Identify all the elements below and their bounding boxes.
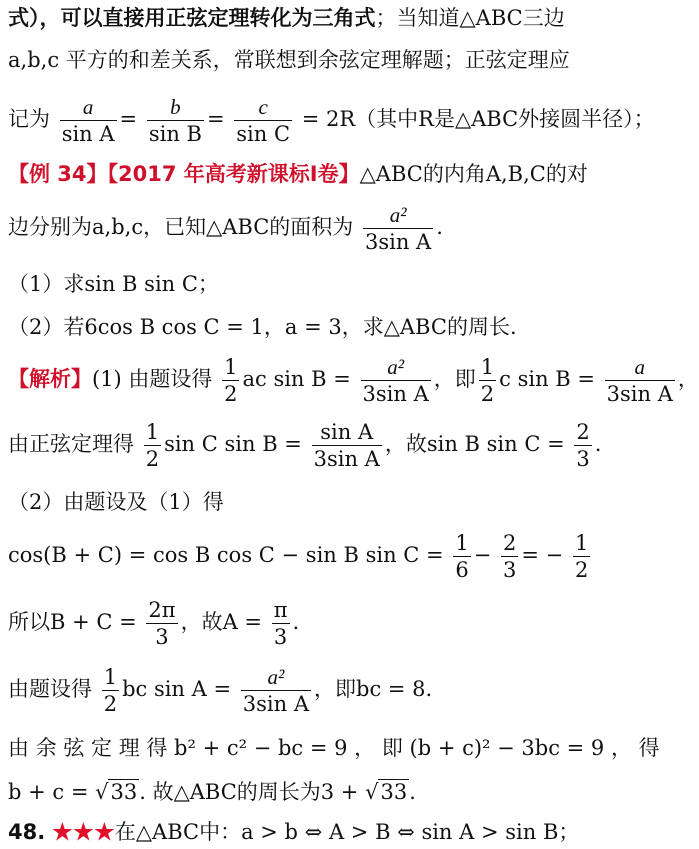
fraction (60, 94, 117, 147)
text: − (473, 543, 492, 567)
intro-bold-text: 式），可以直接用正弦定理转化为三角式 (8, 6, 376, 30)
text: 在△ABC中：a > b ⇔ A > B ⇔ sin A > sin B； (114, 820, 580, 844)
solution-line-8: b + c = √33. 故△ABC的周长为3 + √33. (8, 780, 416, 804)
fraction (501, 530, 518, 583)
fraction (479, 354, 496, 407)
denominator: 3 (576, 447, 590, 471)
denominator: 3sin A (242, 692, 309, 716)
fraction (222, 354, 239, 407)
solution-line-1 (8, 348, 699, 410)
fraction (361, 354, 431, 407)
text: 所以B + C = (8, 610, 137, 634)
denominator: sin B (148, 122, 202, 146)
text: △ABC的内角A,B,C的对 (359, 162, 588, 186)
sqrt-radicand: 33 (380, 780, 408, 804)
fraction (144, 419, 161, 472)
text: （2）由题设及（1）得 (8, 490, 224, 514)
numerator: 2 (576, 420, 590, 444)
solution-line-6 (8, 658, 636, 720)
question-2 (8, 313, 636, 341)
numerator: 1 (145, 420, 160, 444)
text: cos(B + C) = cos B cos C − sin B sin C = (8, 543, 444, 567)
numerator: 1 (574, 531, 589, 555)
text: c sin B = (499, 367, 595, 391)
denominator: 3sin A (364, 230, 432, 254)
sine-rule-line: 记为 $\frac{a}{\text{sin A}}$ = $\frac{b}{\text{sin B}}$ = $\frac{c}{\text{sin C}}$ = 2R（其中R是△ABC外接圆半径）； (8, 95, 655, 146)
numerator: a (60, 94, 117, 121)
text: . (594, 432, 602, 456)
text: ，即bc = 8. (314, 677, 433, 701)
text: b + c = (8, 780, 89, 804)
denominator: 3sin A (313, 447, 380, 471)
numerator: sin A (312, 419, 382, 446)
solution-line-3 (8, 488, 636, 516)
numerator: 1 (455, 531, 469, 555)
text: 由 余 弦 定 理 得 b² + c² − bc = 9 ， 即 (b + c)² − 3bc = 9 ， 得 (8, 736, 660, 760)
denominator: sin A (61, 122, 115, 146)
text: sin C sin B = (164, 432, 302, 456)
numerator: π (273, 598, 288, 622)
text: 边分别为a,b,c，已知△ABC的面积为 (8, 215, 354, 239)
denominator: 3sin A (606, 382, 673, 406)
fraction (146, 597, 177, 650)
fraction (147, 94, 204, 147)
numerator: a (605, 354, 675, 381)
text: 由题设得 (8, 677, 92, 701)
text: . (292, 610, 300, 634)
numerator: 1 (480, 355, 495, 379)
text: ，故sin B sin C = (384, 432, 565, 456)
text: ，故A = (180, 610, 263, 634)
fraction (605, 354, 675, 407)
difficulty-stars-icon: ★★★ (51, 820, 115, 844)
denominator: 3sin A (362, 382, 429, 406)
denominator: sin C (236, 122, 291, 146)
numerator: c (234, 94, 292, 121)
text: = − (521, 543, 564, 567)
intro-line-1 (8, 4, 636, 32)
text: bc sin A = (122, 677, 232, 701)
item-48 (8, 818, 636, 846)
text: ac sin B = (242, 367, 351, 391)
text: （1）求sin B sin C； (8, 272, 219, 296)
denominator: 3 (273, 625, 288, 649)
numerator: 2 (503, 531, 517, 555)
sqrt-radicand: 33 (110, 780, 138, 804)
denominator: 2 (224, 382, 238, 406)
fraction (574, 419, 591, 472)
text: （2）若6cos B cos C = 1，a = 3，求△ABC的周长. (8, 315, 517, 339)
numerator: b (147, 94, 204, 121)
denominator: 2 (145, 447, 160, 471)
numerator: a² (363, 202, 433, 229)
fraction (312, 419, 382, 472)
text: = 2R（其中R是△ABC外接圆半径）； (301, 107, 655, 131)
text: ，即 (433, 367, 476, 391)
text: . (409, 780, 416, 804)
fraction (102, 664, 119, 717)
denominator: 2 (574, 558, 589, 582)
source-tag: 【2017 年高考新课标I卷】 (107, 162, 360, 186)
item-number: 48. (8, 820, 46, 844)
text: 记为 (8, 107, 50, 131)
denominator: 3 (503, 558, 517, 582)
solution-line-5 (8, 591, 636, 653)
text: 由正弦定理得 (8, 432, 134, 456)
fraction (272, 597, 290, 650)
denominator: 3 (155, 625, 169, 649)
numerator: 2π (148, 598, 176, 622)
example-header (8, 160, 636, 188)
text: ， (677, 367, 699, 391)
solution-tag: 【解析】 (8, 367, 92, 391)
solution-line-4 (8, 524, 636, 586)
denominator: 2 (480, 382, 495, 406)
denominator: 2 (103, 692, 118, 716)
numerator: a² (361, 354, 431, 381)
example-line-2: 边分别为a,b,c，已知△ABC的面积为 $\frac{\text{a²}}{\text{3sin A}}$ . (8, 203, 443, 254)
intro-text: a,b,c 平方的和差关系，常联想到余弦定理解题；正弦定理应 (8, 48, 570, 72)
fraction (453, 530, 470, 583)
text: (1) 由题设得 (92, 367, 213, 391)
question-1 (8, 270, 636, 298)
denominator: 6 (455, 558, 469, 582)
numerator: 1 (103, 665, 118, 689)
solution-line-2 (8, 413, 636, 475)
intro-line-2 (8, 46, 636, 74)
numerator: 1 (224, 355, 238, 379)
solution-line-7 (8, 734, 660, 762)
numerator: a² (241, 664, 311, 691)
fraction (234, 94, 292, 147)
example-tag: 【例 34】 (8, 162, 108, 186)
intro-text: ；当知道△ABC三边 (375, 6, 565, 30)
text: . 故△ABC的周长为3 + (139, 780, 359, 804)
fraction (363, 202, 433, 255)
fraction (573, 530, 590, 583)
fraction (241, 664, 311, 717)
